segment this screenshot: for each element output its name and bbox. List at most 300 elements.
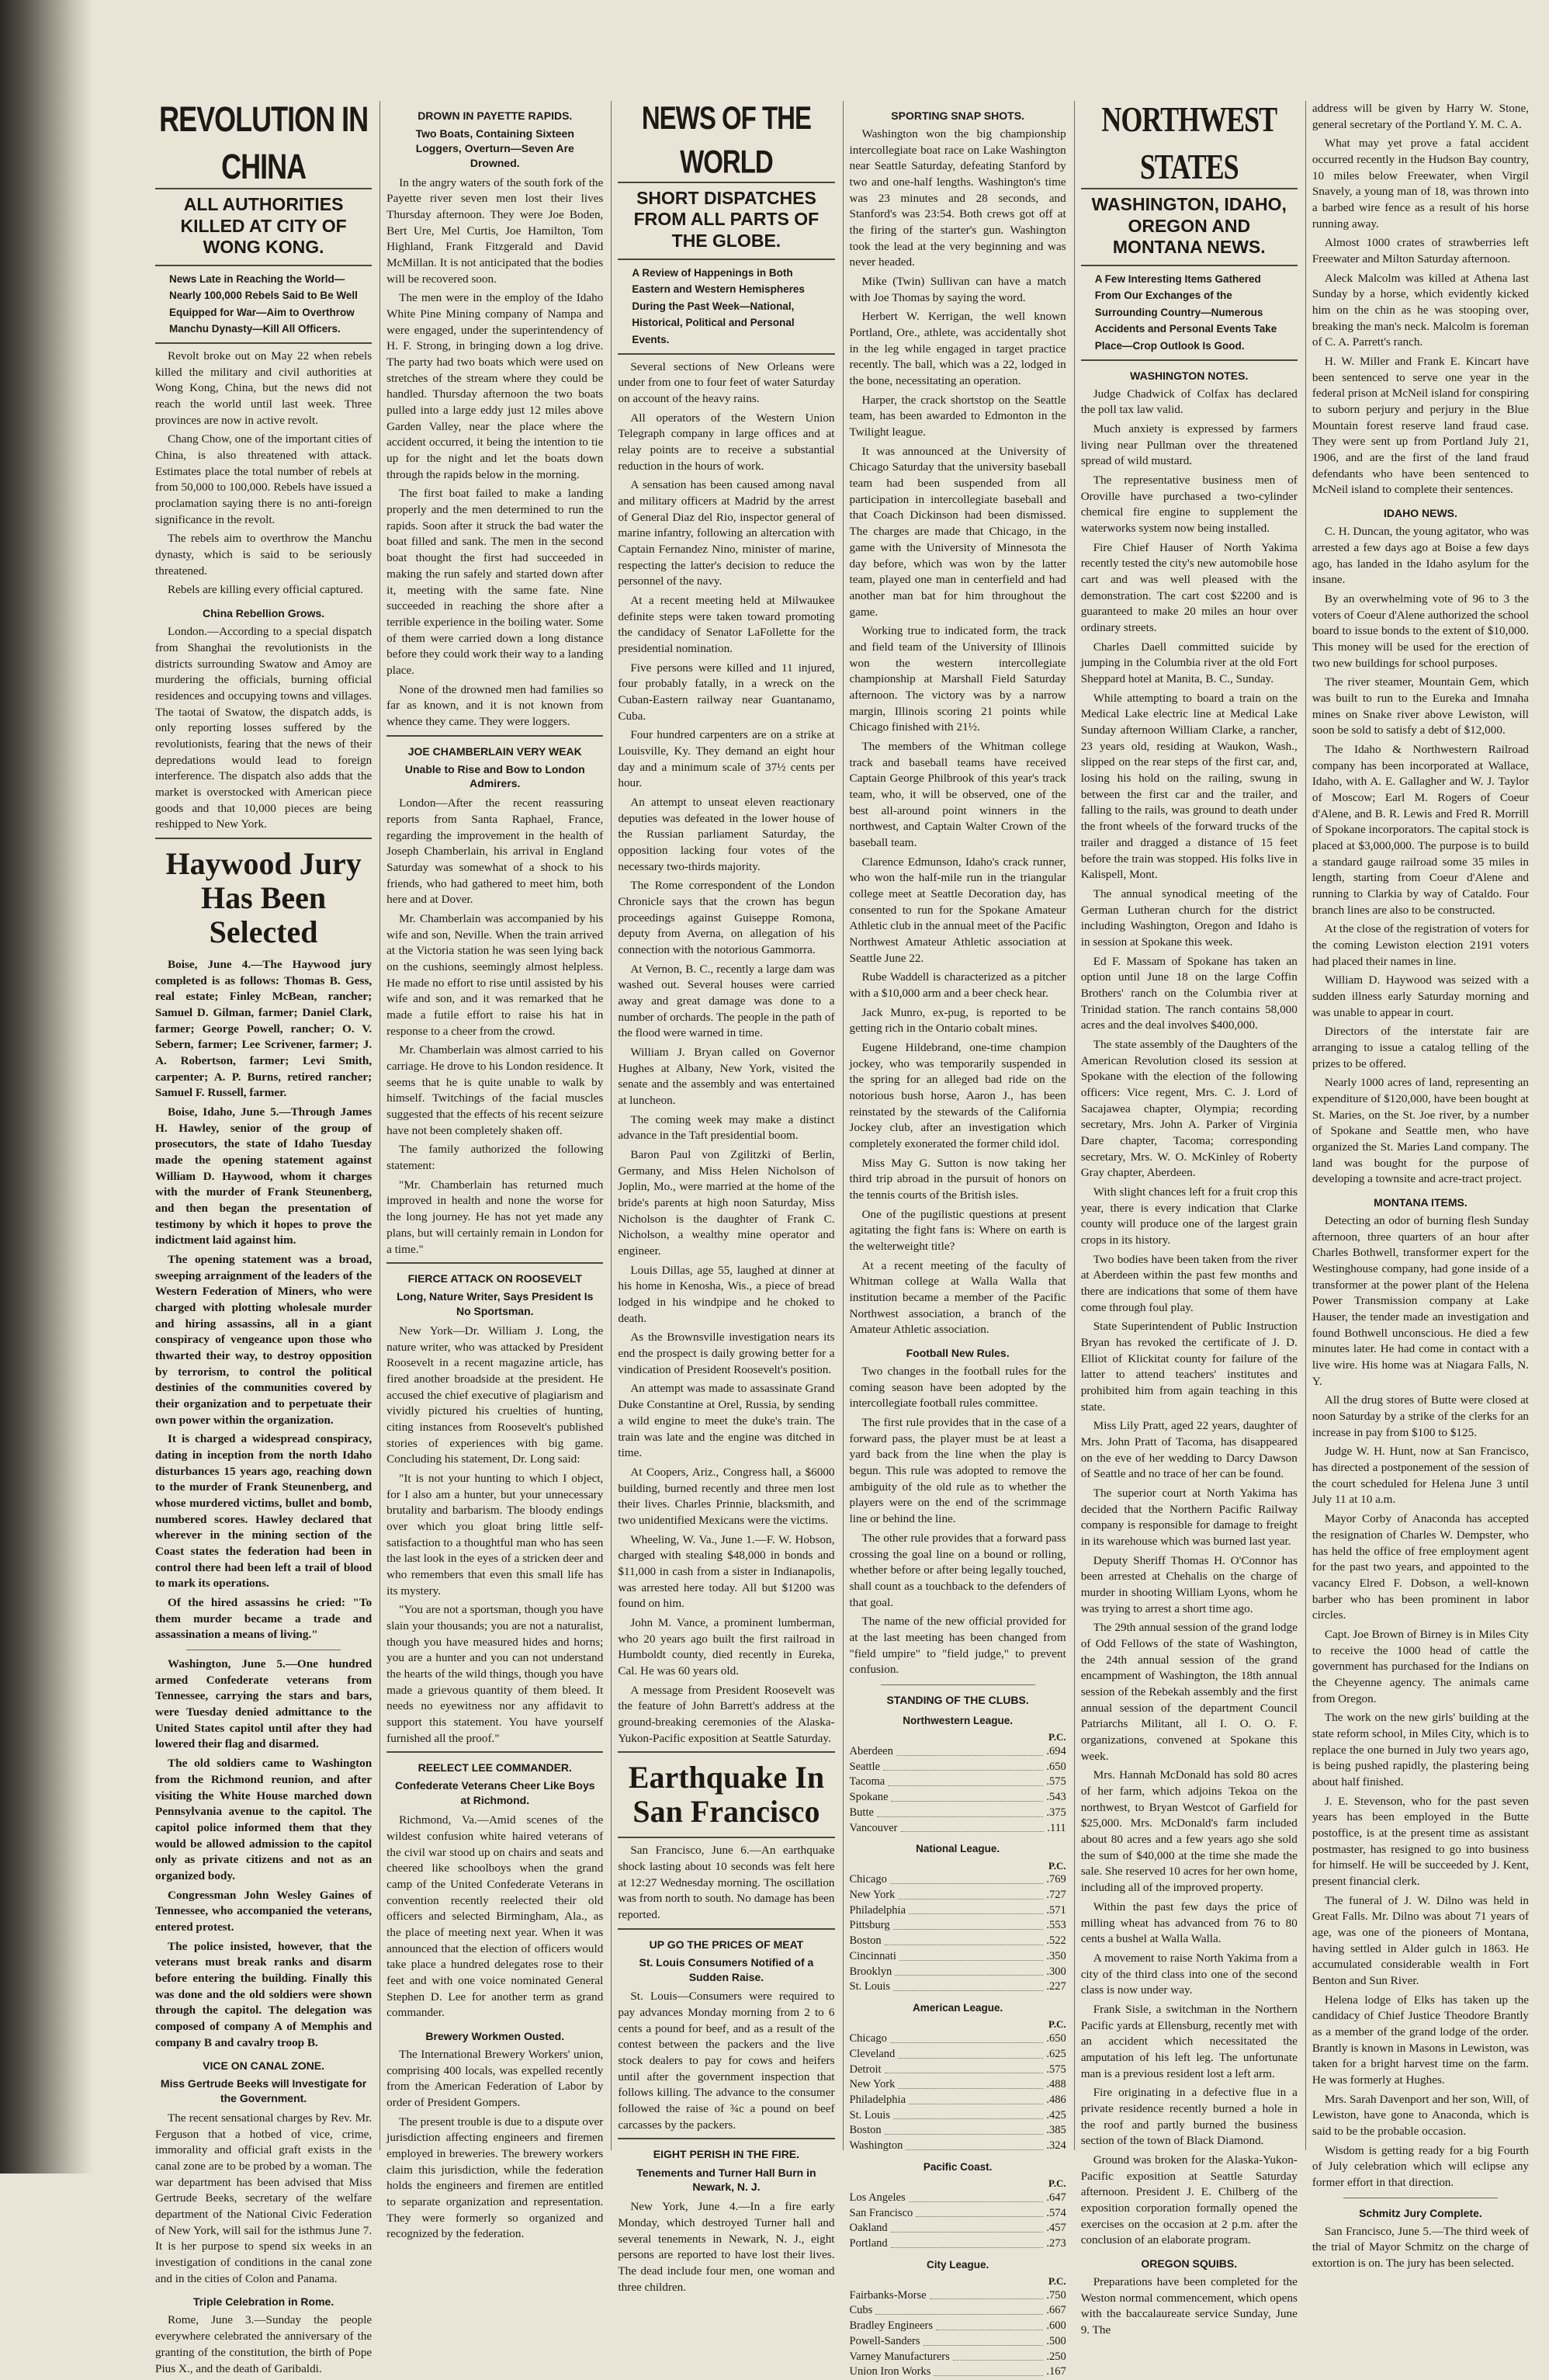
article-paragraph: The superior court at North Yakima has decided that the Northern Pacific Railway company is responsible for damage to freight in its warehouse which was burned last year. — [1080, 1487, 1298, 1549]
standings-row — [850, 2236, 1066, 2252]
subhead-china-rebellion: China Rebellion Grows. — [203, 607, 325, 620]
team-percentage: .250 — [1046, 2350, 1066, 2363]
article-paragraph: H. W. Miller and Frank E. Kincart have been sentenced to serve one year in the federal prison at McNeil island for conspiring to suborn perjury and perjury in the Blue Mountain forest reserve land fraud case. They were sent up from Portland July 21, 1906, and are the first of the land fraud defendants who have been sentenced to McNeil island to complete their sentences. — [1312, 355, 1530, 497]
team-percentage: .769 — [1046, 1873, 1066, 1886]
divider — [155, 342, 372, 344]
column-5 — [1074, 99, 1298, 2337]
article-paragraph: Two changes in the football rules for the coming season have been adopted by the intercollegiate football rules committee. — [849, 1365, 1066, 1410]
article-paragraph: St. Louis—Consumers were required to pay advances Monday morning from 2 to 6 cents a pound for beef, and as a result of the contest between the packers and the live stock dealers to pay for cows and heifers until after the government inspection that follows killing. The advance to the consumer followed the raise of ¾c a pound on beef carcasses by the packers. — [618, 1990, 835, 2132]
article-paragraph: Five persons were killed and 11 injured, four probably fatally, in a wreck on the Cuban-Eastern railway near Guantanamo, Cuba. — [618, 661, 835, 723]
team-name: Vancouver — [849, 1821, 898, 1834]
standings-row — [850, 1821, 1066, 1837]
article-paragraph: With slight chances left for a fruit crop this year, there is every indication that Clarke county will produce one of the largest grain crops in its history. — [1080, 1185, 1298, 1247]
column-6 — [1305, 101, 1530, 2271]
team-name: Pittsburg — [849, 1919, 890, 1932]
article-paragraph: State Superintendent of Public Instruction Bryan has revoked the certificate of J. D. Elliot of Klickitat county for failure of the latter to attend teachers' institutes and prohibited him from again teaching in this state. — [1080, 1320, 1298, 1414]
article-paragraph: "It is not your hunting to which I object, for I also am a hunter, but your unnecessary brutality and barbarism. The bloody endings over which you gloat bring little self-satisfaction to a thoughtful man who has seen the last look in the eyes of a stricken deer and who remembers that even this small life has its mystery. — [386, 1472, 604, 1598]
divider — [618, 1837, 834, 1838]
leader-dots — [893, 1918, 1044, 1930]
newspaper-page — [155, 99, 1530, 2378]
standings-row — [850, 2221, 1066, 2236]
team-name: San Francisco — [849, 2206, 913, 2219]
standings-row — [850, 2319, 1066, 2334]
divider — [1081, 359, 1298, 361]
article-paragraph: Miss Lily Pratt, aged 22 years, daughter of Mrs. John Pratt of Tacoma, has disappeared on the eve of her wedding to Darcy Dawson of Seattle and no trace of her can be found. — [1080, 1419, 1298, 1481]
standings-row — [850, 1979, 1066, 1995]
team-name: St. Louis — [849, 2108, 890, 2122]
article-paragraph: The representative business men of Oroville have purchased a two-cylinder chemical fire engine to supplement the waterworks system now being installed. — [1080, 474, 1298, 536]
team-percentage: .300 — [1046, 1965, 1066, 1978]
article-paragraph: The funeral of J. W. Dilno was held in Great Falls. Mr. Dilno was about 71 years of age, was one of the pioneers of Montana, having settled in Alder gulch in 1863. He accumulated considerable wealth in Fort Benton and Sun River. — [1312, 1893, 1530, 1987]
team-name: Washington — [849, 2139, 903, 2153]
standings-row — [850, 1918, 1066, 1934]
subhead-football-rules: Football New Rules. — [906, 1347, 1010, 1360]
subhead-triple-celebration: Triple Celebration in Rome. — [192, 2295, 334, 2309]
league-list — [850, 1714, 1066, 2380]
subhead-oregon-squibs: OREGON SQUIBS. — [1141, 2257, 1238, 2270]
team-name: Spokane — [849, 1791, 889, 1804]
article-paragraph: Rebels are killing every official captured. — [168, 583, 363, 597]
article-paragraph: Boise, June 4.—The Haywood jury completed is as follows: Thomas B. Gess, real estate; Finley McBean, rancher; Samuel D. Gilman, farmer; Daniel Clark, farmer; George Powell, rancher; O. V. Sebern, farmer; Lee Scrivener, farmer; J. A. Robertson, farmer; Levi Smith, carpenter; A. P. Burns, retired rancher; Samuel F. Russell, farmer. — [155, 957, 373, 1100]
leader-dots — [909, 1903, 1043, 1915]
divider — [386, 1751, 603, 1753]
headline-reelect-lee: REELECT LEE COMMANDER. — [418, 1761, 572, 1775]
pc-header: P.C. — [1048, 2275, 1066, 2288]
article-paragraph: The work on the new girls' building at the state reform school, in Miles City, which is to replace the one burned in July two years ago, is being pushed rapidly, the plastering being about half finished. — [1312, 1711, 1530, 1788]
team-percentage: .571 — [1046, 1903, 1066, 1917]
team-name: New York — [849, 2078, 896, 2091]
subdeck-news-late: News Late in Reaching the World—Nearly 100,000 Rebels Said to Be Well Equipped for War—Aim to Overthrow Manchu Dynasty—Kill All Officers. — [169, 272, 358, 335]
leader-dots — [898, 2047, 1043, 2059]
team-percentage: .727 — [1046, 1889, 1066, 1901]
article-paragraph: "Mr. Chamberlain has returned much improved in health and none the worse for the long journey. He has not yet made any plans, but will certainly remain in London for a time." — [386, 1178, 604, 1256]
divider — [618, 2138, 834, 2139]
team-percentage: .111 — [1047, 1821, 1066, 1834]
leader-dots — [888, 1775, 1043, 1786]
leader-dots — [901, 1821, 1045, 1833]
article-paragraph: Herbert W. Kerrigan, the well known Portland, Ore., athlete, was accidentally shot in the leg while engaged in target practice recently. The ball, which was a 22, lodged in the bone, necessitating an operation. — [849, 310, 1066, 388]
column-4 — [843, 101, 1066, 2378]
league-name: Pacific Coast. — [923, 2160, 993, 2173]
subhead-montana-items: MONTANA ITEMS. — [1374, 1196, 1468, 1209]
league-name: Northwestern League. — [903, 1714, 1013, 1726]
leader-dots — [899, 1949, 1043, 1961]
standings-table — [850, 1693, 1066, 2380]
pc-header: P.C. — [1048, 1859, 1066, 1872]
team-name: Los Angeles — [849, 2191, 906, 2204]
article-paragraph: The name of the new official provided for at the last meeting has been changed from "field umpire" to "field judge," to prevent confusion. — [849, 1615, 1066, 1677]
standings-row — [850, 1965, 1066, 1980]
article-paragraph: Eugene Hildebrand, one-time champion jockey, who was temporarily suspended in the spring for an alleged bad ride on the notorious bush horse, Aaron J., has been reinstated by the stewards of the California Jockey club, after an investigation which completely exonerated the former child idol. — [849, 1040, 1066, 1151]
leader-dots — [916, 2206, 1043, 2218]
team-percentage: .750 — [1046, 2288, 1066, 2302]
leader-dots — [891, 2236, 1044, 2248]
divider — [618, 353, 834, 355]
article-paragraph: One of the pugilistic questions at present agitating the fight fans is: Where on earth is the welterweight title? — [849, 1207, 1066, 1254]
article-paragraph: Deputy Sheriff Thomas H. O'Connor has been arrested at Chehalis on the charge of murder in shooting William Lyons, whom he was trying to arrest a short time ago. — [1080, 1553, 1298, 1615]
team-name: Cincinnati — [849, 1949, 896, 1962]
standings-row — [850, 1949, 1066, 1965]
standings-row — [850, 2031, 1066, 2047]
team-percentage: .273 — [1046, 2237, 1066, 2250]
article-paragraph: William D. Haywood was seized with a sudden illness early Saturday morning and was unable to appear in court. — [1312, 973, 1530, 1019]
article-paragraph: "You are not a sportsman, though you have slain your thousands; you are not a naturalist, though you have measured hides and horns; you are a hunter and you can not understand the hearts of the wild things, though you have made a grievous quantity of them bleed. It needs no eyewitness nor any affidavit to support this statement. You have yourself furnished all the proof." — [386, 1603, 604, 1745]
article-paragraph: At Coopers, Ariz., Congress hall, a $6000 building, burned recently and three men lost their lives. Charles Prinnie, blacksmith, and two unidentified Mexicans were the victims. — [618, 1465, 835, 1527]
article-paragraph: Washington, June 5.—One hundred armed Confederate veterans from Tennessee, carrying the stars and bars, were Tuesday denied admittance to the United States capitol until after they had lowered their flag and disarmed. — [155, 1657, 373, 1751]
divider — [618, 1928, 834, 1930]
divider — [618, 258, 834, 260]
leader-dots — [883, 1760, 1043, 1771]
leader-dots — [924, 2334, 1044, 2346]
article-paragraph: Chang Chow, one of the important cities of China, is also threatened with attack. Estimates place the total number of rebels at from 50,000 to 100,000. Rebels have issued a proclamation saying there is no anti-foreign significance in the revolt. — [155, 432, 373, 526]
subhead-long-nature-writer: Long, Nature Writer, Says President Is No Sportsman. — [397, 1290, 594, 1318]
headline-haywood-jury: Haywood Jury Has Been Selected — [165, 845, 362, 949]
leader-dots — [909, 2093, 1043, 2104]
leader-dots — [906, 2139, 1043, 2150]
standings-row — [850, 2063, 1066, 2078]
article-paragraph: Capt. Joe Brown of Birney is in Miles City to receive the 1000 head of cattle the government has purchased for the Indians on the Cheyenne agency. The animals came from Oregon. — [1312, 1627, 1530, 1705]
column-1 — [155, 99, 373, 2375]
article-paragraph: Washington won the big championship intercollegiate boat race on Lake Washington near Seattle Saturday, defeating Stanford by two and one-half lengths. Washington's time was 23 minutes and 28 seconds, and Stanford's was 23:54. Both crews got off at the firing of the starter's gun. Washington took the lead at the very beginning and was never headed. — [849, 127, 1066, 269]
article-paragraph: At a recent meeting held at Milwaukee definite steps were taken toward promoting the candidacy of Senator LaFollette for the presidential nomination. — [618, 593, 835, 655]
leader-dots — [875, 2303, 1043, 2315]
team-percentage: .350 — [1046, 1949, 1066, 1962]
standings-row — [850, 2334, 1066, 2350]
article-paragraph: A movement to raise North Yakima from a city of the third class into one of the second class is now under way. — [1080, 1951, 1298, 1997]
article-paragraph: Richmond, Va.—Amid scenes of the wildest confusion white haired veterans of the civil war stood up on chairs and seats and cheered like schoolboys when the grand camp of the United Confederate Veterans in convention recently reelected their old officers and selected Birmingham, Ala., as the place of meeting next year. When it was announced that the election of officers would take place a hundred delegates rose to their feet and with one voice nominated General Stephen D. Lee for another term as grand commander. — [386, 1813, 604, 2020]
team-percentage: .543 — [1046, 1791, 1066, 1804]
team-name: Fairbanks-Morse — [849, 2288, 927, 2302]
team-name: Varney Manufacturers — [849, 2350, 950, 2363]
article-paragraph: Mrs. Sarah Davenport and her son, Will, of Lewiston, have gone to Anaconda, which is said to be the probable occasion. — [1312, 2092, 1530, 2139]
subhead-washington-notes: WASHINGTON NOTES. — [1130, 369, 1249, 382]
article-paragraph: It is charged a widespread conspiracy, dating in inception from the north Idaho disturbances 15 years ago, reaching down to the murder of Frank Steunenberg, and whose murdered victims, bullet and bomb, numbered scores. Hawley declared that wherever in the mining section of the Coast states the federation had been in control there had been left a trail of blood to mark its operations. — [155, 1432, 373, 1591]
team-percentage: .522 — [1046, 1934, 1066, 1948]
standings-row — [850, 2108, 1066, 2124]
article-paragraph: Several sections of New Orleans were under from one to four feet of water Saturday on account of the heavy rains. — [618, 359, 835, 405]
league-name: American League. — [912, 2002, 1003, 2014]
article-paragraph: Preparations have been completed for the Weston normal commencement, which opens with the baccalaureate service Sunday, June 9. The — [1080, 2274, 1298, 2337]
article-paragraph: San Francisco, June 5.—The third week of the trial of Mayor Schmitz on the charge of extortion is on. The jury has been selected. — [1312, 2224, 1530, 2271]
standings-row — [850, 2139, 1066, 2154]
team-percentage: .575 — [1046, 2063, 1066, 2076]
article-paragraph: The annual synodical meeting of the German Lutheran church for the district including Washington, Oregon and Idaho is in session at Spokane this week. — [1080, 886, 1298, 949]
leader-dots — [898, 2077, 1043, 2089]
leader-dots — [877, 1806, 1043, 1817]
article-paragraph: Almost 1000 crates of strawberries left Freewater and Milton Saturday afternoon. — [1312, 236, 1530, 266]
headline-meat-prices: UP GO THE PRICES OF MEAT — [649, 1938, 804, 1951]
article-paragraph: The recent sensational charges by Rev. Mr. Ferguson that a hotbed of vice, crime, immorality and official graft exists in the canal zone are to be probed by a woman. The war department has been advised that Miss Gertrude Beeks, secretary of the welfare department of the National Civic Federation of New York, will sail for the isthmus June 7. It is her purpose to spend six weeks in an investigation of conditions in the canal zone and in the cities of Colon and Panama. — [155, 2111, 373, 2285]
subdeck-review: A Review of Happenings in Both Eastern and Western Hemispheres During the Past Week—National, Historical, Political and Personal Events. — [632, 266, 805, 345]
standings-row — [850, 1806, 1066, 1821]
article-paragraph: London—After the recent reassuring reports from Santa Raphael, France, regarding the improvement in the health of Joseph Chamberlain, his arrival in England Saturday was somewhat of a shock to his friends, who had gathered to meet him, both here and at Dover. — [386, 796, 604, 907]
standings-row — [850, 1888, 1066, 1903]
team-percentage: .650 — [1046, 1760, 1066, 1773]
article-paragraph: C. H. Duncan, the young agitator, who was arrested a few days ago at Boise a few days ago, has landed in the Idaho asylum for the insane. — [1312, 525, 1530, 587]
headline-roosevelt: FIERCE ATTACK ON ROOSEVELT — [407, 1272, 582, 1285]
standings-row — [850, 1760, 1066, 1775]
deck-authorities-killed: ALL AUTHORITIES KILLED AT CITY OF WONG KONG. — [180, 193, 347, 258]
leader-dots — [896, 1744, 1043, 1756]
divider — [155, 838, 372, 839]
article-paragraph: The Rome correspondent of the London Chronicle says that the crown has begun proceedings against Guiseppe Romona, deputy from Averna, on allegation of his connection with the notorious Gammorra. — [618, 879, 835, 957]
article-paragraph: What may yet prove a fatal accident occurred recently in the Hudson Bay country, 10 miles below Freewater, when Virgil Snavely, a young man of 18, was thrown into a barbed wire fence as a result of his horse running away. — [1312, 137, 1530, 231]
team-name: New York — [849, 1889, 896, 1901]
leader-dots — [930, 2288, 1044, 2300]
team-name: Brooklyn — [849, 1965, 892, 1978]
article-paragraph: Helena lodge of Elks has taken up the candidacy of Chief Justice Theodore Brantly as a member of the grand lodge of the order. Brantly is known in Masons in Lewiston, was taken for a bright harvest time on the farm. He was formerly at Hughes. — [1312, 1993, 1530, 2087]
team-name: Bradley Engineers — [849, 2319, 934, 2333]
article-paragraph: The first rule provides that in the case of a forward pass, the player must be at least a yard back from the line when the play is begun. This rule was adopted to remove the ambiguity of the old rule as to whether the players were on the end of the scrimmage line or behind the line. — [849, 1416, 1066, 1526]
article-paragraph: While attempting to board a train on the Medical Lake electric line at Medical Lake Sunday afternoon William Clarke, a rancher, 23 years old, residing at Waukon, Wash., slipped on the rear steps of the first car, and, losing his hold on the railing, swung in between the first car and the trailer, and falling to the rails, was ground to death under the front wheels of the forward trucks of the trailer and dragged a distance of 15 feet before the train was stopped. His folks live in Kalispell, Mont. — [1080, 691, 1298, 882]
article-paragraph: address will be given by Harry W. Stone, general secretary of the Portland Y. M. C. A. — [1312, 102, 1530, 131]
article-paragraph: The 29th annual session of the grand lodge of Odd Fellows of the state of Washington, the 24th annual session of the grand encampment of Washington, the 18th annual session of the Rebekah assembly and the first annual session of the department Council Patriarchs Militant, all I. O. O. F. organizations, convened at Spokane this week. — [1080, 1621, 1298, 1763]
article-paragraph: An attempt to unseat eleven reactionary deputies was defeated in the lower house of the Russian parliament Saturday, the opposition lacking four votes of the necessary two-thirds majority. — [618, 795, 835, 873]
team-percentage: .553 — [1046, 1919, 1066, 1932]
article-paragraph: Fire originating in a defective flue in a private residence recently burned a hole in the roof and partly burned the business section of the town of Black Diamond. — [1080, 2086, 1298, 2148]
divider — [1081, 265, 1298, 266]
article-paragraph: All operators of the Western Union Telegraph company in large offices and at relay points are to receive a substantial reduction in the hours of work. — [618, 411, 835, 473]
team-name: Philadelphia — [849, 2093, 906, 2106]
article-paragraph: At the close of the registration of voters for the coming Lewiston election 2191 voters had placed their names in line. — [1312, 922, 1530, 968]
team-percentage: .650 — [1046, 2032, 1066, 2045]
leader-dots — [885, 2123, 1044, 2135]
article-paragraph: The opening statement was a broad, sweeping arraignment of the leaders of the Western Federation of Miners, who were charged with plotting wholesale murder and hiring assassins, all in a giant conspiracy of vengeance upon those who thwarted their way, to destroy opposition by terrorism, to control the political destinies of the communities covered by their organization and to perpetuate their own power within the organization. — [155, 1253, 373, 1427]
article-paragraph: The first boat failed to make a landing properly and the men determined to run the rapids. Soon after it struck the bad water the boat filled and sank. The men in the second boat thought the first had succeeded in making the run safely and started down after it, meeting with the same fate. Nine succeeded in reaching the shore after a terrible experience in the boiling water. Some of them were carried down a long distance before they could work their way to a landing place. — [386, 487, 604, 677]
article-paragraph: Mayor Corby of Anaconda has accepted the resignation of Charles W. Dempster, who has held the office of free employment agent for the past two years, and appointed to the vacancy Elred F. Dobson, a well-known barber who has been prominent in labor circles. — [1312, 1512, 1530, 1622]
team-name: Cleveland — [849, 2047, 896, 2060]
team-percentage: .647 — [1046, 2191, 1066, 2204]
article-paragraph: Fire Chief Hauser of North Yakima recently tested the city's new automobile hose cart and was well pleased with the demonstration. The cart cost $2200 and is guaranteed to make 20 miles an hour over ordinary streets. — [1080, 540, 1298, 635]
team-name: Detroit — [849, 2063, 882, 2076]
column-2 — [379, 101, 604, 2241]
divider — [386, 1262, 603, 1264]
standings-row — [850, 2364, 1066, 2380]
team-percentage: .667 — [1046, 2304, 1066, 2317]
standings-row — [850, 2093, 1066, 2108]
standings-row — [850, 2350, 1066, 2365]
article-paragraph: An attempt was made to assassinate Grand Duke Constantine at Orel, Russia, by sending a wild engine to meet the duke's train. The train was late and the engine was ditched in time. — [618, 1382, 835, 1460]
leader-dots — [909, 2191, 1044, 2202]
headline-news-of-world: NEWS OF THE WORLD — [641, 99, 812, 179]
standings-row — [850, 1903, 1066, 1919]
divider — [155, 265, 372, 266]
headline-sporting: SPORTING SNAP SHOTS. — [891, 109, 1024, 122]
leader-dots — [891, 1790, 1043, 1802]
team-name: Cubs — [849, 2304, 873, 2317]
article-paragraph: Baron Paul von Zgilitzki of Berlin, Germany, and Miss Helen Nicholson of Joplin, Mo., were married at the home of the bride's parents at high noon Saturday, Miss Nicholson is the daughter of Frank C. Nicholson, a wealthy mine operator and engineer. — [618, 1148, 835, 1258]
headline-revolution: REVOLUTION IN CHINA — [159, 99, 369, 186]
team-percentage: .500 — [1046, 2334, 1066, 2347]
article-paragraph: Much anxiety is expressed by farmers living near Pullman over the threatened spread of wild mustard. — [1080, 422, 1298, 468]
article-paragraph: Miss May G. Sutton is now taking her third trip abroad in the pursuit of honors on the tennis courts of the British isles. — [849, 1156, 1066, 1202]
article-paragraph: The present trouble is due to a dispute over jurisdiction affecting engineers and firemen employed in breweries. The brewery workers claim this jurisdiction, while the federation holds the engineers and firemen are entitled to separate organization and representation. They were formerly so organized and recognized by the federation. — [386, 2115, 604, 2241]
deck-wash-idaho: WASHINGTON, IDAHO, OREGON AND MONTANA NEWS. — [1091, 193, 1287, 258]
team-name: Boston — [849, 2124, 882, 2137]
article-paragraph: London.—According to a special dispatch from Shanghai the revolutionists in the districts surrounding Swatow and Amoy are murdering the officials, burning official residences and occupying towns and villages. The taotai of Swatow, the dispatch adds, is only reporting losses suffered by the revolutionists, fearing that the news of their depredations would lead to foreign interference. The dispatch also adds that the market is overstocked with American piece goods and that 10,000 pieces are being reshipped to New York. — [155, 625, 373, 831]
article-paragraph: The state assembly of the Daughters of the American Revolution closed its session at Spokane with the election of the following officers: Vice regent, Mrs. C. J. Lord of Sacajawea chapter, Olympia; recording secretary, Mrs. John A. Parker of Virginia Dare chapter, Tacoma; corresponding secretary, Mrs. W. O. McKinley of Roberty Gray chapter, Aberdeen. — [1080, 1037, 1298, 1180]
article-paragraph: Two bodies have been taken from the river at Aberdeen within the past few months and there are indications that some of them have come through foul play. — [1080, 1252, 1298, 1314]
column-3 — [611, 99, 835, 2294]
article-paragraph: The river steamer, Mountain Gem, which was built to run to the Eureka and Imnaha mines on Snake river above Lewiston, will soon be sold to satisfy a debt of $12,000. — [1312, 675, 1530, 737]
headline-vice-canal: VICE ON CANAL ZONE. — [203, 2059, 325, 2073]
leader-dots — [890, 2031, 1043, 2043]
article-paragraph: By an overwhelming vote of 96 to 3 the voters of Coeur d'Alene authorized the school board to issue bonds to the extent of $10,000. This money will be used for the erection of two new buildings for school purposes. — [1312, 592, 1530, 670]
article-paragraph: The rebels aim to overthrow the Manchu dynasty, which is said to be seriously threatened. — [155, 532, 373, 578]
team-percentage: .375 — [1046, 1806, 1066, 1819]
article-paragraph: Aleck Malcolm was killed at Athena last Sunday by a horse, which evidently kicked him on the chin as he was stooping over, breaking the man's neck. Malcolm is foreman of C. A. Parrett's ranch. — [1312, 271, 1530, 349]
article-paragraph: Ground was broken for the Alaska-Yukon-Pacific exposition at Seattle Saturday afternoon. President J. E. Chilberg of the exposition corporation formally opened the exercises on the occasion at 2 p.m. after the conclusion of an elaborate program. — [1080, 2153, 1298, 2247]
article-paragraph: Wisdom is getting ready for a big Fourth of July celebration which will eclipse any former effort in that direction. — [1312, 2143, 1530, 2190]
standings-title: STANDING OF THE CLUBS. — [886, 1693, 1029, 1706]
article-paragraph: Mr. Chamberlain was almost carried to his carriage. He drove to his London residence. It seems that he is quite unable to walk by himself. Twitchings of the facial muscles suggested that the effects of his recent seizure have not been completely shaken off. — [386, 1043, 604, 1137]
article-paragraph: A message from President Roosevelt was the feature of John Barrett's address at the ground-breaking ceremonies of the Alaska-Yukon-Pacific exposition at Seattle Saturday. — [618, 1683, 835, 1745]
subhead-tenements: Tenements and Turner Hall Burn in Newark, N. J. — [636, 2166, 816, 2194]
team-percentage: .425 — [1046, 2108, 1066, 2122]
team-name: Chicago — [849, 2032, 887, 2045]
subdeck-few-items: A Few Interesting Items Gathered From Our Exchanges of the Surrounding Country—Numerous Accidents and Personal Events Take Place—Crop Outlook Is Good. — [1094, 272, 1277, 352]
subhead-unable-to-rise: Unable to Rise and Bow to London Admirers. — [404, 762, 585, 790]
standings-row — [850, 1790, 1066, 1806]
article-paragraph: The men were in the employ of the Idaho White Pine Mining company of Nampa and were engaged, under the superintendency of H. F. Strong, in bringing down a log drive. The party had two boats which were used on stretches of the stream where they could be handled. Thursday afternoon the two boats pulled into a large eddy just 12 miles above Garden Valley, near the place where the accident occurred, it being the intention to tie up for the night and let the boats down through the rapids below in the morning. — [386, 291, 604, 481]
subhead-st-louis: St. Louis Consumers Notified of a Sudden Raise. — [639, 1955, 814, 1983]
team-percentage: .486 — [1046, 2093, 1066, 2106]
article-paragraph: Ed F. Massam of Spokane has taken an option until June 18 on the large Coffin Brothers' ranch on the Columbia river at Trinidad station. The ranch contains 58,000 acres and the deal involves $400,000. — [1080, 954, 1298, 1032]
article-paragraph: J. E. Stevenson, who for the past seven years has been employed in the Butte postoffice, is at the present time as assistant postmaster, has resigned to go into business for himself. He will be succeeded by J. Kent, present financial clerk. — [1312, 1794, 1530, 1888]
article-paragraph: Charles Daell committed suicide by jumping in the Columbia river at the old Fort Sheppard hotel at Manita, B. C., Sunday. — [1080, 640, 1298, 686]
article-paragraph: Congressman John Wesley Gaines of Tennessee, who accompanied the veterans, entered protest. — [155, 1888, 373, 1934]
article-paragraph: In the angry waters of the south fork of the Payette river seven men lost their lives Thursday afternoon. They were Joe Boden, Bert Ure, Mel Curtis, Joe Hamilton, Tom Highland, Frank Fitzgerald and David McMillan. It is not anticipated that the bodies will be recovered soon. — [386, 175, 604, 286]
article-paragraph: At Vernon, B. C., recently a large dam was washed out. Several houses were carried away and great damage was done to a number of orchards. The people in the path of the flood were warned in time. — [618, 962, 835, 1040]
article-paragraph: Within the past few days the price of milling wheat has advanced from 76 to 80 cents a bushel at Walla Walla. — [1080, 1899, 1298, 1946]
article-paragraph: Judge W. H. Hunt, now at San Francisco, has directed a postponement of the session of the court scheduled for Helena June 3 until July 11 at 10 a.m. — [1312, 1445, 1530, 1507]
article-paragraph: The family authorized the following statement: — [386, 1143, 604, 1173]
standings-row — [850, 2206, 1066, 2222]
team-name: Powell-Sanders — [849, 2334, 920, 2347]
article-paragraph: Mr. Chamberlain was accompanied by his wife and son, Neville. When the train arrived at the Victoria station he was seen lying back on the cushions, seemingly almost helpless. He made no effort to rise until assisted by his wife and son, and it was remarked that he made a futile effort to raise his hat in response to a cheer from the crowd. — [386, 912, 604, 1038]
leader-dots — [893, 2108, 1043, 2120]
article-paragraph: The members of the Whitman college track and baseball teams have received Captain George Philbrook of this year's track team, who, it will be observed, one of the best all-around point winners in the northwest, and Captain Walter Crown of the baseball team. — [849, 739, 1066, 849]
article-paragraph: The other rule provides that a forward pass crossing the goal line on a bound or rolling, whether before or after being legally touched, shall count as a touchback to the defenders of that goal. — [849, 1531, 1066, 1609]
leader-dots — [885, 1934, 1044, 1945]
leader-dots — [895, 1965, 1043, 1976]
team-percentage: .625 — [1046, 2047, 1066, 2060]
standings-row — [850, 2288, 1066, 2304]
team-name: Seattle — [849, 1760, 880, 1773]
team-name: Portland — [849, 2237, 888, 2250]
article-paragraph: The Idaho & Northwestern Railroad company has been incorporated at Wallace, Idaho, with A. E. Gallagher and W. J. Taylor of Moscow; Earl M. Rogers of Coeur d'Alene, and B. R. Lewis and Fred R. Morrill of Spokane incorporators. The capital stock is placed at $3,000,000. The purpose is to build a standard gauge railroad some 35 miles in length, starting from Coeur d'Alene and running to Clarkia by way of Cataldo. Four branch lines are also to be constructed. — [1312, 742, 1530, 917]
team-percentage: .227 — [1046, 1980, 1066, 1993]
leader-dots — [885, 2063, 1044, 2074]
subhead-two-boats: Two Boats, Containing Sixteen Loggers, Overturn—Seven Are Drowned. — [415, 127, 574, 169]
team-percentage: .600 — [1046, 2319, 1066, 2333]
article-paragraph: Boise, Idaho, June 5.—Through James H. Hawley, senior of the group of prosecutors, the state of Idaho Tuesday made the opening statement against William D. Haywood, whom it charges with the murder of Frank Steunenberg, and then began the presentation of testimony by which it hopes to prove the indictment laid against him. — [155, 1105, 373, 1247]
team-name: Chicago — [849, 1873, 887, 1886]
standings-row — [850, 2077, 1066, 2093]
team-percentage: .324 — [1046, 2139, 1066, 2153]
league-name: City League. — [926, 2258, 989, 2271]
team-name: Oakland — [849, 2222, 888, 2235]
headline-eight-perish: EIGHT PERISH IN THE FIRE. — [653, 2148, 800, 2161]
leader-dots — [934, 2364, 1043, 2376]
subhead-brewery: Brewery Workmen Ousted. — [425, 2030, 565, 2042]
team-percentage: .574 — [1046, 2206, 1066, 2219]
team-percentage: .385 — [1046, 2124, 1066, 2137]
standings-row — [850, 1934, 1066, 1949]
article-paragraph: Revolt broke out on May 22 when rebels killed the military and civil authorities at Wong Kong, China, but the news did not reach the world until last week. Three provinces are now in active revolt. — [155, 349, 373, 427]
article-paragraph: The International Brewery Workers' union, comprising 400 locals, was expelled recently from the American Federation of Labor by order of President Gompers. — [386, 2048, 604, 2110]
subhead-idaho-news: IDAHO NEWS. — [1384, 507, 1457, 520]
team-name: Boston — [849, 1934, 882, 1948]
leader-dots — [893, 1979, 1043, 1991]
pc-header: P.C. — [1048, 2018, 1066, 2031]
book-binding-gutter — [0, 0, 93, 2174]
article-paragraph: Mike (Twin) Sullivan can have a match with Joe Thomas by saying the word. — [849, 275, 1066, 304]
headline-payette: DROWN IN PAYETTE RAPIDS. — [418, 109, 573, 122]
article-paragraph: Directors of the interstate fair are arranging to issue a catalog telling of the prizes to be offered. — [1312, 1025, 1530, 1070]
article-paragraph: Of the hired assassins he cried: "To them murder became a trade and assassination a means of living." — [155, 1596, 373, 1642]
article-paragraph: All the drug stores of Butte were closed at noon Saturday by a strike of the clerks for an increase in pay from $100 to $125. — [1312, 1393, 1530, 1439]
team-name: Aberdeen — [849, 1744, 893, 1757]
leader-dots — [936, 2319, 1043, 2330]
deck-short-dispatches: SHORT DISPATCHES FROM ALL PARTS OF THE GLOBE. — [633, 187, 820, 251]
subhead-gertrude-beeks: Miss Gertrude Beeks will Investigate for the Government. — [160, 2077, 367, 2105]
article-paragraph: Frank Sisle, a switchman in the Northern Pacific yards at Ellensburg, recently met with an accident which necessitated the amputation of his left leg. The unfortunate man is a previous resident lost a left arm. — [1080, 2002, 1298, 2080]
team-name: Philadelphia — [849, 1903, 906, 1917]
article-paragraph: Nearly 1000 acres of land, representing an expenditure of $120,000, have been bought at St. Maries, on the St. Joe river, by a number of Spokane and Seattle men, who have organized the St. Maries Land company. The land was bought for the purpose of developing a townsite and acre-tract project. — [1312, 1076, 1530, 1186]
headline-northwest: NORTHWEST STATES — [1101, 99, 1277, 186]
leader-dots — [891, 2221, 1044, 2233]
subhead-schmitz-jury: Schmitz Jury Complete. — [1359, 2206, 1482, 2219]
leader-dots — [898, 1888, 1043, 1899]
standings-row — [850, 2303, 1066, 2319]
article-paragraph: Rome, June 3.—Sunday the people everywhere celebrated the anniversary of the granting of the constitution, the birth of Pope Pius X., and the death of Garibaldi. — [155, 2313, 373, 2375]
headline-chamberlain: JOE CHAMBERLAIN VERY WEAK — [407, 744, 582, 758]
article-paragraph: Four hundred carpenters are on a strike at Louisville, Ky. They demand an eight hour day and a minimum scale of 37½ cents per hour. — [618, 728, 835, 790]
team-name: St. Louis — [849, 1980, 890, 1993]
article-paragraph: Jack Munro, ex-pug, is reported to be getting rich in the Ontario cobalt mines. — [849, 1005, 1066, 1036]
divider — [618, 1751, 834, 1753]
headline-earthquake: Earthquake In San Francisco — [628, 1760, 825, 1830]
article-paragraph: John M. Vance, a prominent lumberman, who 20 years ago built the first railroad in Humboldt county, died recently in Eureka, Cal. He was 60 years old. — [618, 1615, 835, 1677]
leader-dots — [890, 1872, 1043, 1884]
article-paragraph: Clarence Edmunson, Idaho's crack runner, who won the half-mile run in the triangular college meet at Seattle Decoration day, has consented to run for the Spokane Amateur Athletic club in the annual meet of the Pacific Northwest Amateur Athletic association at Seattle June 22. — [849, 855, 1066, 965]
article-paragraph: Harper, the crack shortstop on the Seattle team, has been awarded to Edmonton in the Twilight league. — [849, 393, 1066, 439]
team-percentage: .488 — [1046, 2078, 1066, 2091]
article-paragraph: It was announced at the University of Chicago Saturday that the university baseball team had been suspended from all participation in intercollegiate baseball and that Coach Dickinson had been dismissed. The charges are made that Chicago, in the game with the University of Minnesota the day before, which was won by the latter team, played one man in centerfield and had another man bat for him throughout the game. — [849, 444, 1066, 619]
team-percentage: .694 — [1046, 1744, 1066, 1757]
pc-header: P.C. — [1048, 1731, 1066, 1743]
pc-header: P.C. — [1048, 2177, 1066, 2190]
article-paragraph: Detecting an odor of burning flesh Sunday afternoon, three quarters of an hour after Charles Bothwell, transformer expert for the Westinghouse company, had gone inside of a transformer at the power plant of the Helena Power Transmission company at Lake Hauser, the tender made an investigation and found Bothwell unconscious. He died a few minutes later. He had come in contact with a live wire. His home was at Niagara Falls, N. Y. — [1312, 1214, 1530, 1388]
article-paragraph: The police insisted, however, that the veterans must break ranks and disarm before entering the building. Finally this was done and the old soldiers were shown through the capitol. The delegation was composed of company A of Memphis and company B and cavalry troop B. — [155, 1939, 373, 2049]
leader-dots — [953, 2350, 1044, 2361]
standings-row — [850, 2047, 1066, 2063]
team-percentage: .457 — [1046, 2222, 1066, 2235]
article-paragraph: Mrs. Hannah McDonald has sold 80 acres of her farm, which adjoins Tekoa on the northwest, to Bryan Westcot of Garfield for $25,000. Mrs. McDonald's farm included about 80 acres and a few years ago she sold the sum of $40,000 at the time she made the sale. She reserved 10 acres for her own home, including all of the improved property. — [1080, 1768, 1298, 1895]
article-paragraph: New York, June 4.—In a fire early Monday, which destroyed Turner hall and several tenements in Newark, N. J., eight persons are reported to have lost their lives. The dead include four men, one woman and three children. — [618, 2200, 835, 2294]
team-percentage: .167 — [1046, 2365, 1066, 2378]
team-name: Butte — [849, 1806, 874, 1819]
article-paragraph: The old soldiers came to Washington from the Richmond reunion, and after visiting the White House marched down Pennsylvania avenue to the capitol. The capitol police informed them that they would be allowed admission to the capitol only as private citizens and not as an organized body. — [155, 1757, 373, 1882]
article-paragraph: The coming week may make a distinct advance in the Taft presidential boom. — [618, 1112, 835, 1143]
team-name: Union Iron Works — [849, 2365, 931, 2378]
article-paragraph: A sensation has been caused among naval and military officers at Madrid by the arrest of General Diaz del Rio, inspector general of marine infantry, following an altercation with Captain Fernandez Nino, minister of marine, respecting the latter's decision to reduce the personnel of the navy. — [618, 478, 835, 588]
standings-row — [850, 2123, 1066, 2139]
team-name: Tacoma — [849, 1775, 885, 1788]
article-paragraph: San Francisco, June 6.—An earthquake shock lasting about 10 seconds was felt here at 12:27 Wednesday morning. The oscillation was from north to south. No damage has been reported. — [618, 1844, 835, 1921]
divider — [386, 735, 603, 737]
